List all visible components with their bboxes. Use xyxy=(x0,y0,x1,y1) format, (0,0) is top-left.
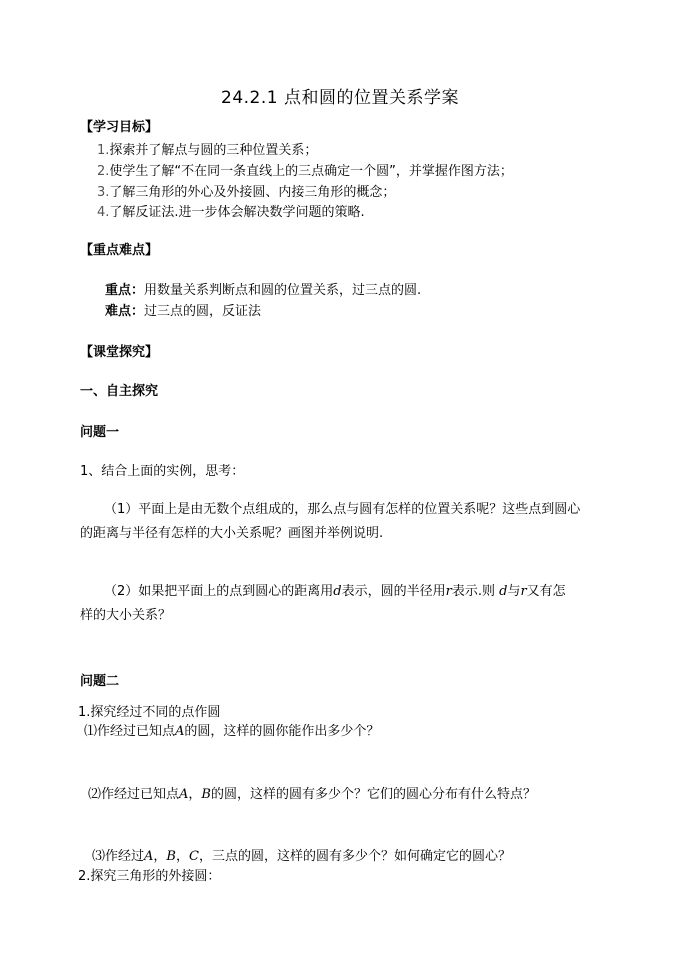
text-segment: ， xyxy=(175,849,189,864)
variable-r: r xyxy=(445,584,452,599)
question-two-sub2 xyxy=(88,787,536,803)
question-two-item1: 1.探究经过不同的点作圆 xyxy=(78,705,221,720)
question-one-part1-line2: 的距离与半径有怎样的大小关系呢？画图并举例说明. xyxy=(80,526,384,541)
question-one-part2-line1 xyxy=(104,584,566,600)
variable-d: d xyxy=(333,584,342,599)
point-a: A xyxy=(144,849,154,864)
text-segment: ⑶作经过 xyxy=(92,849,145,864)
objective-text: 了解三角形的外心及外接圆、内接三角形的概念； xyxy=(109,185,396,200)
text-segment: ，三点的圆，这样的圆有多少个？如何确定它的圆心？ xyxy=(198,849,511,864)
objective-number: 4. xyxy=(97,205,110,220)
point-a: A xyxy=(179,787,189,802)
objective-item xyxy=(97,185,395,201)
variable-r: r xyxy=(520,584,527,599)
text-segment: 与 xyxy=(507,584,521,599)
point-b: B xyxy=(201,787,211,802)
text-segment: 的圆，这样的圆你能作出多少个？ xyxy=(184,724,380,739)
key-points-heading: 【重点难点】 xyxy=(80,243,159,258)
objective-number: 1. xyxy=(97,143,110,158)
objective-text: 使学生了解“不在同一条直线上的三点确定一个圆”，并掌握作图方法； xyxy=(109,164,513,179)
text-segment: 的圆，这样的圆有多少个？它们的圆心分布有什么特点？ xyxy=(210,787,536,802)
point-a: A xyxy=(175,724,185,739)
difficulty-text: 过三点的圆，反证法 xyxy=(144,304,262,319)
point-c: C xyxy=(189,849,199,864)
question-two-sub1 xyxy=(84,724,379,740)
difficulty-label: 难点： xyxy=(105,304,145,319)
objective-text: 探索并了解点与圆的三种位置关系； xyxy=(109,143,318,158)
question-two-item2: 2.探究三角形的外接圆： xyxy=(78,869,221,884)
objective-text: 了解反证法.进一步体会解决数学问题的策略. xyxy=(109,205,365,220)
variable-d: d xyxy=(499,584,508,599)
question-two-label: 问题二 xyxy=(80,674,120,689)
focus-text: 用数量关系判断点和圆的位置关系，过三点的圆. xyxy=(144,283,422,298)
question-one-part2-line2: 样的大小关系？ xyxy=(80,608,172,623)
objective-item xyxy=(97,164,513,180)
text-segment: ， xyxy=(153,849,167,864)
text-segment: ⑵作经过已知点 xyxy=(88,787,180,802)
objectives-heading: 【学习目标】 xyxy=(80,120,159,135)
question-two-sub3 xyxy=(92,849,511,865)
question-one-label: 问题一 xyxy=(80,425,120,440)
text-segment: （2）如果把平面上的点到圆心的距离用 xyxy=(104,584,334,599)
inquiry-heading: 【课堂探究】 xyxy=(80,345,159,360)
question-one-intro: 1、结合上面的实例，思考： xyxy=(80,464,245,479)
objective-number: 2. xyxy=(97,164,110,179)
objective-item xyxy=(97,205,365,221)
text-segment: 表示.则 xyxy=(451,584,500,599)
objective-item xyxy=(97,143,317,159)
focus-label: 重点： xyxy=(105,283,145,298)
text-segment: ， xyxy=(188,787,202,802)
text-segment: ⑴作经过已知点 xyxy=(84,724,176,739)
question-one-part1-line1: （1）平面上是由无数个点组成的，那么点与圆有怎样的位置关系呢？这些点到圆心 xyxy=(104,502,581,517)
objective-number: 3. xyxy=(97,185,110,200)
section-heading: 一、自主探究 xyxy=(80,384,159,399)
text-segment: 又有怎 xyxy=(526,584,566,599)
focus-line xyxy=(105,283,421,299)
page-title: 24.2.1 点和圆的位置关系学案 xyxy=(221,88,459,108)
point-b: B xyxy=(166,849,176,864)
difficulty-line xyxy=(105,304,261,320)
text-segment: 表示，圆的半径用 xyxy=(341,584,446,599)
